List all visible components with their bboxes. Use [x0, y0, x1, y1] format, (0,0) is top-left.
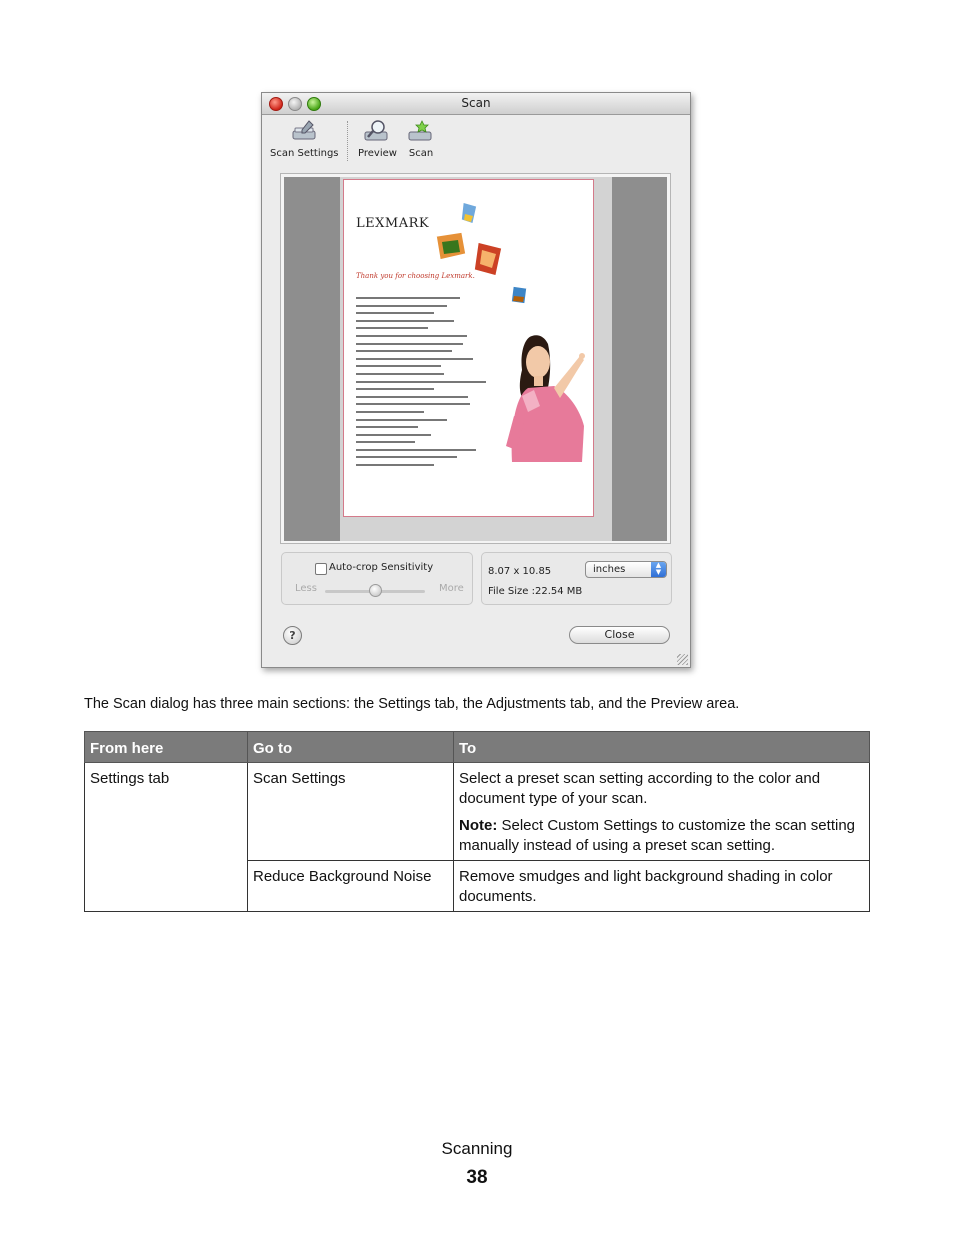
- autocrop-checkbox[interactable]: [315, 563, 327, 575]
- window-title: Scan: [461, 96, 491, 110]
- goto-cell: Scan Settings: [248, 763, 454, 861]
- toolbar: [262, 115, 690, 165]
- intro-paragraph: The Scan dialog has three main sections: the Settings tab, the Adjustments tab, and the Preview area.: [84, 696, 740, 712]
- note-label: Note:: [459, 817, 498, 834]
- photo-card-image: [509, 284, 529, 306]
- goto-cell: Reduce Background Noise: [248, 861, 454, 912]
- photo-card-image: [472, 240, 506, 280]
- resize-grip-icon[interactable]: [677, 654, 688, 665]
- title-bar: [262, 93, 690, 115]
- to-cell: Remove smudges and light background shading in color documents.: [454, 861, 870, 912]
- scan-icon: [406, 119, 436, 145]
- to-cell: [454, 763, 870, 861]
- woman-pointing-image: [494, 326, 594, 462]
- chevron-up-down-icon: ▲ ▼: [651, 562, 666, 577]
- to-description: Select a preset scan setting according to the color and document type of your scan.: [459, 770, 821, 807]
- multilingual-thanks-text: [356, 297, 486, 472]
- scan-settings-button[interactable]: [270, 119, 339, 159]
- from-cell: Settings tab: [85, 763, 248, 912]
- footer-section-title: Scanning: [441, 1139, 513, 1158]
- autocrop-label: Auto-crop Sensitivity: [329, 562, 434, 573]
- photo-card-image: [459, 200, 479, 226]
- table-row: [85, 763, 870, 861]
- close-button[interactable]: Close: [569, 626, 670, 644]
- scan-button[interactable]: [406, 119, 436, 159]
- units-value: inches: [593, 564, 626, 575]
- brand-logo: LEXMARK: [356, 216, 430, 231]
- header-to: To: [454, 732, 870, 763]
- scan-dimensions: 8.07 x 10.85: [488, 566, 552, 577]
- page-number: 38: [466, 1167, 488, 1188]
- autocrop-group: [281, 552, 473, 605]
- preview-icon: [362, 119, 392, 145]
- help-button[interactable]: ?: [283, 626, 302, 645]
- scan-settings-label: Scan Settings: [270, 148, 339, 159]
- sections-table: [84, 731, 870, 912]
- preview-frame: [280, 173, 671, 544]
- file-size: File Size :22.54 MB: [488, 586, 583, 597]
- note-text: Select Custom Settings to customize the scan setting manually instead of using a preset scan setting.: [459, 817, 855, 854]
- slider-more-label: More: [439, 583, 464, 594]
- header-from-here: From here: [85, 732, 248, 763]
- toolbar-separator: [347, 121, 348, 161]
- note-paragraph: [459, 816, 864, 856]
- preview-button[interactable]: [358, 119, 397, 159]
- slider-less-label: Less: [295, 583, 317, 594]
- scan-dialog-screenshot: [261, 92, 691, 668]
- table-header-row: [85, 732, 870, 763]
- page-tagline: Thank you for choosing Lexmark.: [356, 272, 475, 280]
- autocrop-slider-knob[interactable]: [369, 584, 382, 597]
- scan-settings-icon: [289, 119, 319, 145]
- size-info-group: [481, 552, 672, 605]
- scan-label: Scan: [408, 148, 434, 159]
- preview-label: Preview: [358, 148, 397, 159]
- header-go-to: Go to: [248, 732, 454, 763]
- preview-area[interactable]: [284, 177, 667, 541]
- units-select[interactable]: [585, 561, 667, 578]
- photo-card-image: [434, 230, 468, 262]
- scanned-page-preview: [343, 179, 594, 517]
